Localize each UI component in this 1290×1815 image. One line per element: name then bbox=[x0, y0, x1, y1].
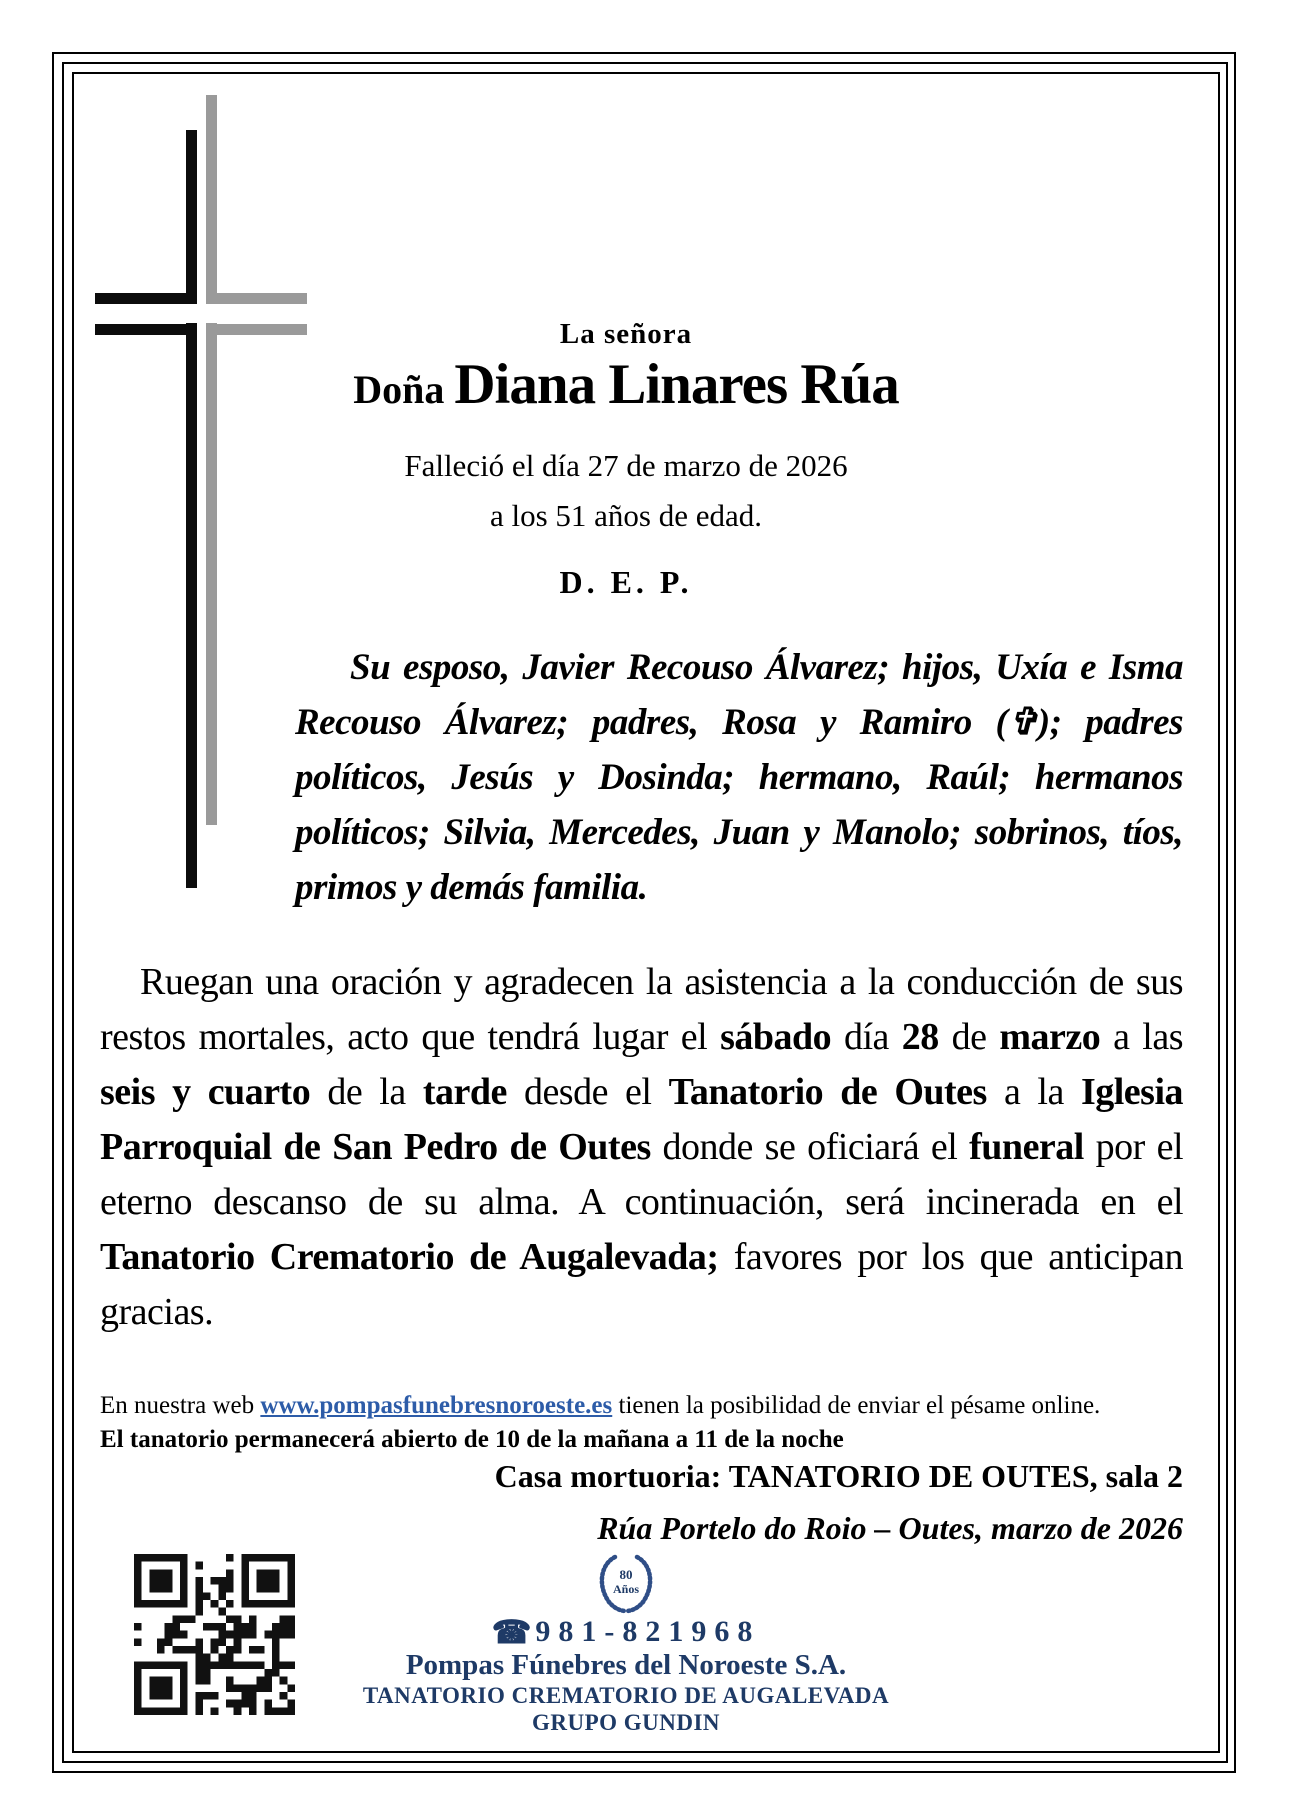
dep-abbreviation: D. E. P. bbox=[559, 564, 693, 600]
funeral-paragraph-bold-segment: funeral bbox=[969, 1126, 1084, 1168]
cross-black-arm-upper bbox=[95, 293, 197, 304]
funeral-paragraph-bold-segment: seis y cuarto bbox=[100, 1071, 311, 1113]
phone-number: 981-821968 bbox=[535, 1615, 761, 1648]
cross-black-vertical-upper bbox=[186, 130, 197, 303]
honorific: La señora bbox=[559, 318, 693, 350]
funeral-paragraph-segment: Ruegan una oración y agradecen la asistencia a la conducción de sus restos mortales, acto que tendrá lugar el bbox=[100, 961, 1183, 1058]
funeral-paragraph-segment: día bbox=[831, 1016, 902, 1058]
funeral-paragraph-segment: donde se oficiará el bbox=[650, 1126, 970, 1168]
crematorio-name: TANATORIO CREMATORIO DE AUGALEVADA bbox=[362, 1683, 890, 1708]
funeral-paragraph-segment: a la bbox=[986, 1071, 1081, 1113]
phone-line bbox=[72, 1616, 1180, 1648]
company-name: Pompas Fúnebres del Noroeste S.A. bbox=[405, 1649, 847, 1681]
anniversary-80: 80 bbox=[619, 1567, 633, 1582]
funeral-paragraph-segment: por el eterno descanso de su alma. A continuación, será incinerada en el bbox=[100, 1126, 1184, 1223]
funeral-paragraph-bold-segment: Tanatorio de Outes bbox=[668, 1071, 987, 1113]
name-prefix: Doña bbox=[353, 367, 455, 412]
funeral-paragraph-bold-segment: Iglesia Parroquial de San Pedro de Outes bbox=[100, 1071, 1183, 1168]
deceased-name: Diana Linares Rúa bbox=[454, 353, 899, 416]
funeral-paragraph-bold-segment: Tanatorio Crematorio de Augalevada; bbox=[100, 1236, 719, 1278]
web-line bbox=[100, 1392, 1183, 1420]
death-age-line: a los 51 años de edad. bbox=[489, 498, 763, 533]
funeral-paragraph-bold-segment: tarde bbox=[422, 1071, 507, 1113]
death-date-line: Falleció el día 27 de marzo de 2026 bbox=[404, 448, 848, 483]
funeral-paragraph-segment: desde el bbox=[506, 1071, 669, 1113]
funeral-paragraph-segment: a las bbox=[1100, 1016, 1183, 1058]
funeral-paragraph-segment: de bbox=[938, 1016, 1000, 1058]
group-name: GRUPO GUNDIN bbox=[531, 1710, 721, 1735]
web-line-suffix: tienen la posibilidad de enviar el pésame online. bbox=[612, 1392, 1101, 1419]
funeral-paragraph-bold-segment: sábado bbox=[720, 1016, 832, 1058]
funeral-paragraph-segment: de la bbox=[310, 1071, 423, 1113]
telephone-icon: ☎ bbox=[491, 1614, 532, 1650]
anniversary-anos: Años bbox=[612, 1582, 640, 1596]
funeral-paragraph bbox=[100, 955, 1183, 1340]
deceased-name-line bbox=[72, 352, 1180, 417]
tanatorio-hours-line: El tanatorio permanecerá abierto de 10 de la mañana a 11 de la noche bbox=[100, 1426, 844, 1453]
anniversary-laurel-icon bbox=[593, 1552, 659, 1614]
footer-block bbox=[72, 1552, 1180, 1736]
funeral-paragraph-bold-segment: 28 bbox=[901, 1016, 939, 1058]
condolences-link[interactable]: www.pompasfunebresnoroeste.es bbox=[260, 1392, 613, 1419]
cross-gray-vertical-upper bbox=[206, 95, 217, 303]
web-line-prefix: En nuestra web bbox=[100, 1392, 261, 1419]
place-date-line: Rúa Portelo do Roio – Outes, marzo de 2026 bbox=[597, 1510, 1183, 1546]
funeral-paragraph-segment: favores por los que anticipan gracias. bbox=[100, 1236, 1183, 1333]
casa-mortuoria-line: Casa mortuoria: TANATORIO DE OUTES, sala 2 bbox=[494, 1458, 1183, 1494]
cross-gray-arm-upper bbox=[206, 293, 307, 304]
family-paragraph: Su esposo, Javier Recouso Álvarez; hijos, Uxía e Isma Recouso Álvarez; padres, Rosa y Ramiro (✞); padres políticos, Jesús y Dosinda; hermano, Raúl; hermanos políticos; Silvia, Mercedes, Juan y Manolo; sobrinos, tíos, primos y demás familia. bbox=[295, 647, 1183, 908]
funeral-paragraph-bold-segment: marzo bbox=[999, 1016, 1101, 1058]
